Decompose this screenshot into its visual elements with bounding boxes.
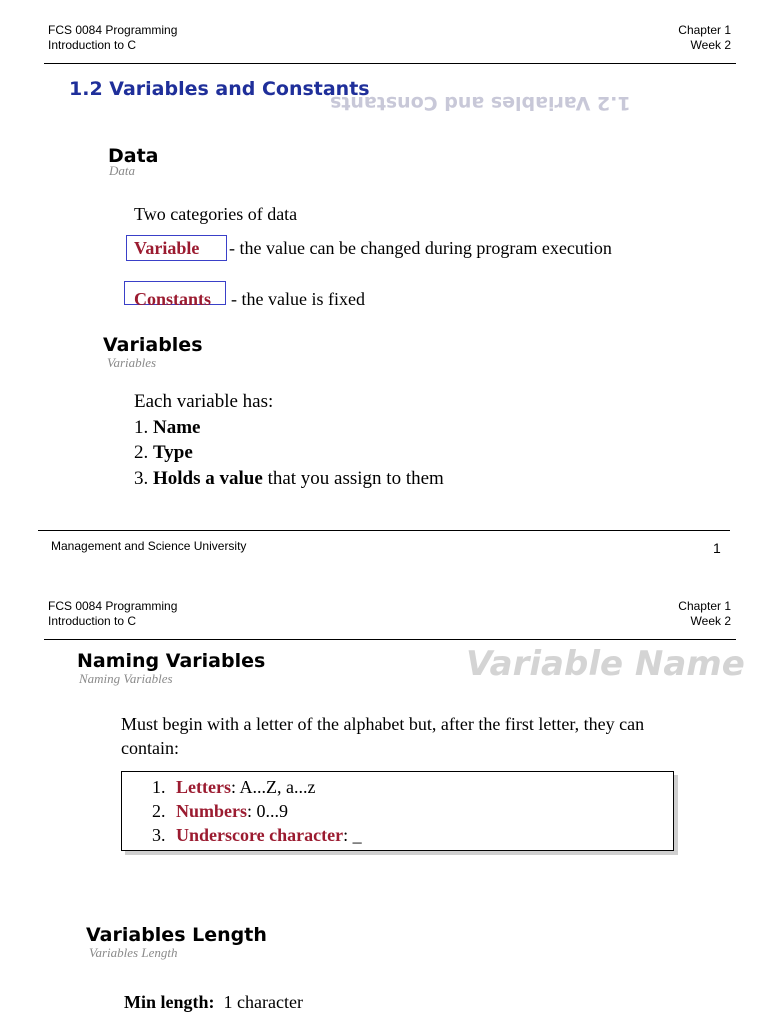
variable-term: Variable — [134, 238, 200, 258]
header-chapter: Chapter 1 — [678, 23, 731, 37]
header-course: FCS 0084 Programming — [48, 23, 178, 37]
variable-line — [134, 238, 199, 259]
variable-properties — [134, 389, 444, 491]
naming-heading: Naming Variables — [77, 650, 266, 672]
min-length-label: Min length: — [124, 992, 215, 1012]
data-heading: Data — [108, 145, 159, 167]
header-subject: Introduction to C — [48, 38, 137, 52]
data-heading-shadow: Data — [109, 163, 135, 178]
header-subject: Introduction to C — [48, 614, 137, 628]
min-length-value: 1 character — [223, 992, 303, 1012]
header-week: Week 2 — [690, 614, 731, 628]
list-item: 2. Type — [134, 442, 193, 463]
allowed-characters-box — [121, 771, 674, 851]
footer-divider — [38, 530, 730, 531]
constants-term: Constants — [134, 289, 212, 309]
each-has: Each variable has: — [134, 391, 274, 412]
list-item: 1. Letters: A...Z, a...z — [152, 777, 316, 797]
header-week: Week 2 — [690, 38, 731, 52]
min-length-line — [124, 992, 303, 1013]
header-right — [678, 23, 731, 53]
constants-line — [134, 289, 211, 310]
list-item: 3. Underscore character: _ — [152, 825, 362, 845]
variables-heading: Variables — [103, 334, 203, 356]
header-divider — [44, 639, 736, 640]
constants-desc: - the value is fixed — [231, 289, 365, 309]
length-heading-shadow: Variables Length — [89, 945, 178, 960]
naming-rule — [121, 712, 644, 760]
header-left — [48, 23, 177, 53]
categories-intro: Two categories of data — [134, 204, 298, 224]
slide-title: 1.2 Variables and Constants — [69, 78, 370, 100]
variable-desc: - the value can be changed during program execution — [229, 238, 612, 258]
page-number: 1 — [713, 540, 721, 556]
variables-heading-shadow: Variables — [107, 355, 157, 370]
watermark-title: Variable Name — [466, 644, 745, 684]
header-right — [678, 599, 731, 629]
footer-university: Management and Science University — [51, 539, 247, 553]
naming-rule-line: Must begin with a letter of the alphabet but, after the first letter, they can — [121, 714, 645, 734]
naming-heading-shadow: Naming Variables — [79, 671, 173, 686]
list-item: 3. Holds a value that you assign to them — [134, 467, 444, 489]
header-divider — [44, 63, 736, 64]
header-chapter: Chapter 1 — [678, 599, 731, 613]
naming-rule-line: contain: — [121, 738, 179, 758]
allowed-characters-list — [152, 775, 362, 847]
list-item: 1. Name — [134, 416, 201, 438]
header-course: FCS 0084 Programming — [48, 599, 178, 613]
list-item: 2. Numbers: 0...9 — [152, 801, 289, 821]
header-left — [48, 599, 177, 629]
title-reflection: 1.2 Variables and Constants — [330, 92, 631, 114]
length-heading: Variables Length — [86, 924, 267, 946]
